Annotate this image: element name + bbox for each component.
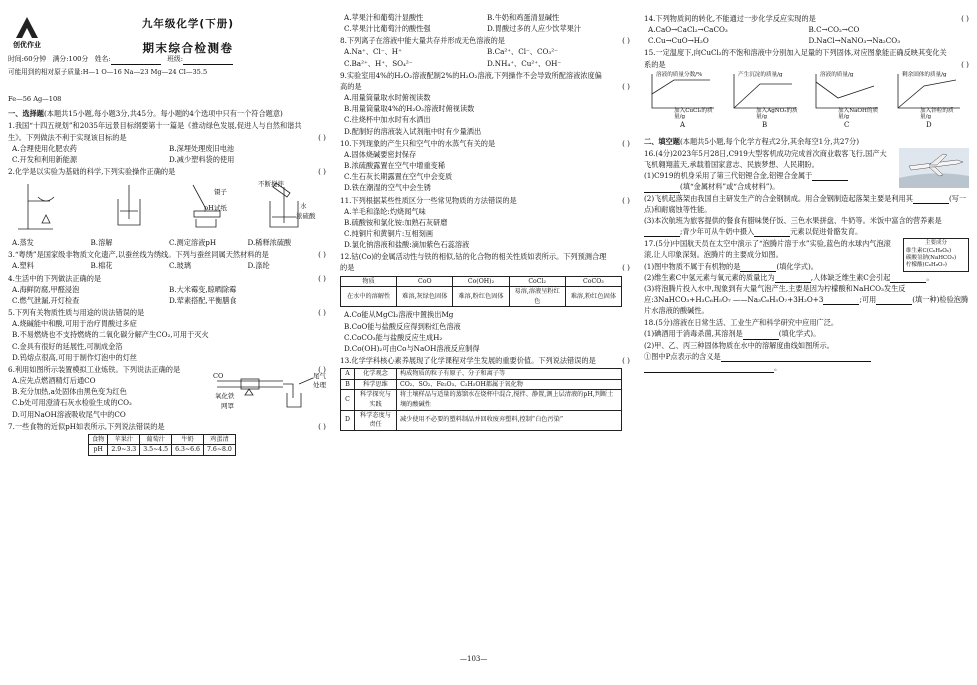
answer-blank[interactable] (743, 332, 779, 340)
table-cell: 物质 (341, 276, 397, 287)
option-b: B.CoO能与盐酸反应得到粉红色溶液 (344, 321, 461, 331)
question-13: 13.化学学科核心素养展现了化学课程对学生发展的重要价值。下列说法错误的是 ( ) A 化学观念 构成物质的粒子有原子、分子和离子等 B 科学思维 CO₂、SO₂、Fe₂O₃、C₂H₅OH都属于氧化物 C 科学探究与实践 将土壤样品与适量的蒸馏水在烧杯中混合,搅拌、静置,测上层清液的pH,判断土壤的酸碱性 D 科学态度与责任 减少使用不必要的塑料制品并回收废弃塑料,控制“白色污染” (340, 355, 630, 431)
option-b: B.大米霉变,晾晒除霉 (169, 284, 237, 294)
iron-oxide-label: 氧化铁 (215, 392, 235, 401)
option-a: A.羊毛和涤纶:灼烧闻气味 (344, 206, 426, 216)
option-d: D.稀释浓硫酸 (247, 238, 292, 248)
answer-blank[interactable] (890, 275, 926, 283)
meta-line (8, 54, 233, 65)
question-10: 10.下列现象的产生只和空气中的水蒸气有关的是 ( ) A.固体烧碱要密封保存 B.浓硫酸露置在空气中增重变稀 C.生石灰长期露置在空气中会变质 D.铁在潮湿的空气中会生锈 (340, 138, 630, 193)
table-cell: CO₂、SO₂、Fe₂O₃、C₂H₅OH都属于氧化物 (397, 379, 622, 390)
table-cell: 苹果汁 (108, 434, 140, 445)
table-cell: 科学探究与实践 (355, 390, 397, 410)
option-d: D.配制好的溶液装入试剂瓶中时有少量洒出 (344, 126, 482, 136)
table-cell: 难溶,粉红色固体 (565, 287, 621, 307)
full-score: 满分:100分 (52, 55, 89, 63)
option-d: D.氯化钠溶液和盐酸:滴加紫色石蕊溶液 (344, 240, 470, 250)
option-c: C.开发和利用新能源 (12, 154, 78, 164)
option-a: A.塑料 (12, 261, 34, 271)
table-row (89, 445, 236, 456)
answer-bracket[interactable]: ( ) (961, 14, 969, 23)
answer-bracket[interactable]: ( ) (318, 273, 326, 283)
question-15: 15.一定温度下,向CuCl₂的不饱和溶液中分别加入足量的下列固体,对应图象能正确反映其变化关系的是 ( ) 溶液的质量分数/% 加入CuCl₂的质量/g A 产生沉淀的质量/g 加入AgNO₃的质量/g B 溶液的质量/g 加入NaOH的质量/g C 剩余固体的质量/g 加入锌粒的质量/g D (644, 47, 969, 131)
ph-paper-label: pH试纸 (204, 204, 227, 213)
treatment-label: 处理 (313, 381, 326, 390)
table-cell: 减少使用不必要的塑料制品并回收废弃塑料,控制“白色污染” (397, 410, 622, 430)
option-a: A.CaO→CaCl₂→CaCO₃ (648, 25, 728, 35)
table-cell: pH (89, 445, 108, 456)
question-12: 12.钴(Co)的金属活动性与铁的相似,钴的化合物的相关性质如表所示。下列预测合理的是 ( ) 物质 CoO Co(OH)₂ CoCl₂ CoCO₃ 在水中的溶解性 难溶,灰绿色固体 难溶,粉红色固体 易溶,溶液呈粉红色 难溶,粉红色固体 A.Co能从MgCl₂溶液中置换出Mg B.CoO能与盐酸反应得到粉红色溶液 C.CoCO₃能与盐酸反应生成H₂ D.Co(OH)₂可由Co与NaOH溶液反应制得 (340, 252, 630, 353)
option-d: D.Co(OH)₂可由Co与NaOH溶液反应制得 (344, 343, 480, 353)
tweezer-label: 镊子 (214, 188, 227, 197)
table-cell: 科学思维 (355, 379, 397, 390)
table-cell: 科学态度与责任 (355, 410, 397, 430)
name-field[interactable] (111, 57, 161, 65)
question-1: 1.我国“十四五规划”和2035年远景目标纲要第十一篇是《推动绿色发展,促进人与自然和谐共生》。下列做法不利于实现该目标的是 ( ) A.合理使用化肥农药 B.深埋处理废旧电池 C.开发和利用新能源 D.减少塑料袋的使用 (8, 121, 326, 164)
table-cell: 牛奶 (172, 434, 204, 445)
answer-bracket[interactable]: ( ) (622, 138, 630, 148)
mountain-logo-icon (14, 14, 40, 40)
atomic-masses: 可能用到的相对原子质量:H—1 O—16 Na—23 Mg—24 Cl—35.5 (8, 68, 208, 76)
question-3: 3.“粤绣”是国家级非物质文化遗产,以蚕丝线为绣线。下列与蚕丝同属天然材料的是 ( ) A.塑料 B.棉花 C.玻璃 D.涤纶 (8, 250, 326, 271)
option-d: D.减少塑料袋的使用 (169, 154, 235, 164)
option-d: D.NH₄⁺、Cu²⁺、OH⁻ (487, 58, 562, 68)
atomic-masses-2: Fe—56 Ag—108 (8, 95, 62, 103)
option-b: B.溶解 (90, 238, 113, 248)
option-b: B.用量筒量取4%的H₂O₂溶液时俯视读数 (344, 104, 475, 114)
option-a: A.合理使用化肥农药 (12, 143, 77, 153)
answer-blank[interactable] (812, 173, 848, 181)
answer-bracket[interactable]: ( ) (318, 364, 326, 374)
table-cell: CoCl₂ (509, 276, 565, 287)
option-c: C.燃气泄漏,开灯检查 (12, 295, 80, 305)
option-a: A.蒸发 (12, 238, 34, 248)
option-c: C.测定溶液pH (169, 238, 217, 248)
cobalt-table (340, 276, 622, 308)
q15-graphs (644, 72, 969, 132)
option-d: D.可用NaOH溶液吸收尾气中的CO (12, 409, 126, 419)
tail-gas-label: 尾气 (313, 372, 326, 381)
table-header-row (89, 434, 236, 445)
answer-blank[interactable] (740, 264, 776, 272)
graph-c: 溶液的质量/g 加入NaOH的质量/g C (808, 72, 882, 130)
option-a: A.Na⁺、Cl⁻、H⁺ (344, 47, 402, 57)
exam-title: 期末综合检测卷 (142, 41, 234, 56)
acid-label: 浓硫酸 (296, 212, 316, 221)
co-label: CO (213, 372, 224, 381)
answer-bracket[interactable]: ( ) (622, 36, 630, 46)
option-d: D.荤素搭配,平衡膳食 (169, 295, 237, 305)
column-1 (8, 12, 326, 456)
core-literacy-table (340, 368, 622, 431)
option-b: B.充分加热,a处固体由黑色变为红色 (12, 387, 127, 397)
answer-blank[interactable] (721, 354, 871, 362)
answer-bracket[interactable]: ( ) (622, 195, 630, 205)
option-d: D.钨熔点很高,可用于制作灯泡中的灯丝 (12, 352, 138, 362)
graph-d: 剩余固体的质量/g 加入锌粒的质量/g D (890, 72, 964, 130)
option-d: D.NaCl→NaNO₃→Na₂CO₃ (808, 36, 901, 46)
answer-blank[interactable] (775, 275, 811, 283)
section-1-heading: 一、选择题(本题共15小题,每小题3分,共45分。每小题的4个选项中只有一个符合题意) (8, 109, 283, 119)
option-c: C.Cu→CuO→H₂O (648, 36, 709, 46)
option-c: C.玻璃 (169, 261, 191, 271)
option-d: D.铁在潮湿的空气中会生锈 (344, 183, 431, 193)
question-18: 18.(5分)溶液在日常生活、工业生产和科学研究中应用广泛。 (1)碘酒用于消毒杀菌,其溶剂是 (填化学式)。 (2)甲、乙、丙三种固体物质在水中的溶解度曲线如图所示。 ①图中P点表示的含义是 。 (644, 317, 969, 373)
answer-bracket[interactable]: ( ) (622, 81, 630, 91)
water-label: 水 (300, 202, 307, 211)
option-c: C.Ba²⁺、H⁺、SO₄²⁻ (344, 58, 413, 68)
table-cell: 食物 (89, 434, 108, 445)
table-cell: 2.9~3.3 (108, 445, 140, 456)
answer-bracket[interactable]: ( ) (622, 263, 630, 273)
question-14: 14.下列物质间的转化,不能通过一步化学反应实现的是 ( ) A.CaO→CaCl₂→CaCO₃ B.C→CO₂→CO C.Cu→CuO→H₂O D.NaCl→NaNO₃→Na₂CO₃ (644, 14, 969, 46)
exam-header (8, 12, 326, 80)
option-b: B.Ca²⁺、Cl⁻、CO₃²⁻ (487, 47, 558, 57)
table-cell: 在水中的溶解性 (341, 287, 397, 307)
option-a: A.烧碱能中和酸,可用于治疗胃酸过多症 (12, 319, 137, 329)
table-cell: 易溶,溶液呈粉红色 (509, 287, 565, 307)
option-c: C.金具有很好的延展性,可制成金箔 (12, 341, 123, 351)
question-4: 4.生活中的下列做法正确的是 ( ) A.海鲜防腐,甲醛浸泡 B.大米霉变,晾晒除霉 C.燃气泄漏,开灯检查 D.荤素搭配,平衡膳食 (8, 273, 326, 305)
option-b: B.深埋处理废旧电池 (169, 143, 235, 153)
table-cell: 构成物质的粒子有原子、分子和离子等 (397, 369, 622, 380)
question-17: 17.(5分)中国航天员在太空中演示了“泡腾片溶于水”实验,蓝色的水球内气泡滚滚,让人印象深刻。泡腾片的主要成分如图。 主要成分 维生素C(C₆H₈O₆) 碳酸氢钠(NaHCO₃) 柠檬酸(C₆H₈O₇) (1)图中物质不属于有机物的是 (填化学式)。 (2)维生素C中氢元素与氧元素的质量比为 ,人体缺乏维生素C会引起 。 (3)将泡腾片投入水中,现象到有大量气泡产生,主要是因为柠檬酸和NaHCO₃发生反应:3NaHCO₃+H₃C₆H₅O₇ ——Na₃C₆H₅O₇+3H₂O+3 ;可用 (填一种)检验泡腾片水溶液的酸碱性。 (644, 239, 969, 316)
answer-bracket[interactable]: ( ) (318, 132, 326, 142)
table-row (341, 379, 622, 390)
question-6: 6.利用如图所示装置模拟工业炼铁。下列说法正确的是 ( ) A.应先点燃酒精灯后通CO B.充分加热,a处固体由黑色变为红色 C.b处可用澄清石灰水检验生成的CO₂ D.可用NaOH溶液吸收尾气中的CO CO 氧化铁 网罩 尾气 处理 (8, 364, 326, 419)
answer-blank[interactable] (913, 196, 949, 204)
answer-blank[interactable] (644, 185, 680, 193)
table-row (341, 390, 622, 410)
name-label: 姓名: (94, 55, 111, 63)
table-cell: 7.6~8.0 (204, 445, 236, 456)
answer-blank[interactable] (754, 229, 790, 237)
table-header-row (341, 276, 622, 287)
brand-logo (8, 14, 46, 51)
table-cell: B (341, 379, 355, 390)
table-cell: 难溶,粉红色固体 (453, 287, 509, 307)
airplane-photo (899, 148, 969, 188)
ingredients-box: 主要成分 维生素C(C₆H₈O₆) 碳酸氢钠(NaHCO₃) 柠檬酸(C₆H₈O₇) (903, 238, 969, 272)
option-c: C.生石灰长期露置在空气中会变质 (344, 172, 453, 182)
table-cell: CoO (397, 276, 453, 287)
column-3 (644, 12, 969, 373)
option-b: B.C→CO₂→CO (808, 25, 860, 35)
option-d: D.胃酸过多的人应少饮苹果汁 (487, 24, 582, 34)
ironmaking-apparatus (213, 371, 326, 413)
brand-name: 创优作业 (13, 41, 41, 49)
table-row (341, 369, 622, 380)
stir-label: 不断搅拌 (258, 180, 284, 189)
answer-bracket[interactable]: ( ) (318, 308, 326, 318)
question-7-options (340, 12, 630, 34)
answer-bracket[interactable]: ( ) (622, 356, 630, 366)
option-a: A.应先点燃酒精灯后通CO (12, 376, 96, 386)
table-cell: 鸡蛋清 (204, 434, 236, 445)
table-cell: Co(OH)₂ (453, 276, 509, 287)
option-b: B.浓硫酸露置在空气中增重变稀 (344, 161, 446, 171)
answer-blank[interactable] (644, 229, 680, 237)
table-cell: D (341, 410, 355, 430)
question-11: 11.下列根据某些性质区分一些常见物质的方法错误的是 ( ) A.羊毛和涤纶:灼烧闻气味 B.硫酸铵和氯化铵:加熟石灰研磨 C.纯铜片和黄铜片:互相刻画 D.氯化钠溶液和盐酸:滴加紫色石蕊溶液 (340, 195, 630, 250)
option-b: B.牛奶和鸡蛋清显碱性 (487, 13, 560, 22)
graph-a: 溶液的质量分数/% 加入CuCl₂的质量/g A (644, 72, 718, 130)
answer-bracket[interactable]: ( ) (318, 421, 326, 431)
table-cell: 6.3~6.6 (172, 445, 204, 456)
table-cell: A (341, 369, 355, 380)
option-c: C.b处可用澄清石灰水检验生成的CO₂ (12, 398, 132, 408)
table-cell: 3.5~4.5 (140, 445, 172, 456)
option-a: A.Co能从MgCl₂溶液中置换出Mg (344, 310, 454, 320)
answer-blank[interactable] (876, 297, 912, 305)
table-row (341, 410, 622, 430)
answer-bracket[interactable]: ( ) (318, 167, 326, 176)
grade-title: 九年级化学(下册) (141, 18, 235, 30)
option-a: A.海鲜防腐,甲醛浸泡 (12, 284, 80, 294)
table-cell: C (341, 390, 355, 410)
table-cell: 葡萄汁 (140, 434, 172, 445)
option-a: A.苹果汁和葡萄汁显酸性 (344, 13, 424, 22)
answer-blank[interactable] (823, 297, 859, 305)
answer-bracket[interactable]: ( ) (318, 250, 326, 260)
option-a: A.固体烧碱要密封保存 (344, 149, 417, 159)
question-9: 9.实验室用4%的H₂O₂溶液配制2%的H₂O₂溶液,下列操作不会导致所配溶液浓度偏高的是 ( ) A.用量筒量取水时俯视读数 B.用量筒量取4%的H₂O₂溶液时俯视读数 C.往烧杯中加水时有水洒出 D.配制好的溶液装入试剂瓶中时有少量洒出 (340, 70, 630, 136)
option-c: C.苹果汁比葡萄汁的酸性强 (344, 24, 431, 34)
option-d: D.涤纶 (247, 261, 270, 271)
class-label: 班级: (167, 55, 184, 63)
airplane-icon (899, 148, 969, 188)
table-cell: CoCO₃ (565, 276, 621, 287)
section-2-heading: 二、填空题(本题共5小题,每个化学方程式2分,其余每空1分,共27分) (644, 136, 860, 146)
graph-b: 产生沉淀的质量/g 加入AgNO₃的质量/g B (726, 72, 800, 130)
table-cell: 将土壤样品与适量的蒸馏水在烧杯中混合,搅拌、静置,测上层清液的pH,判断土壤的酸碱性 (397, 390, 622, 410)
option-a: A.用量筒量取水时俯视读数 (344, 93, 431, 103)
table-cell: 化学观念 (355, 369, 397, 380)
option-b: B.硫酸铵和氯化铵:加熟石灰研磨 (344, 217, 448, 227)
option-c: C.往烧杯中加水时有水洒出 (344, 115, 431, 125)
option-b: B.棉花 (90, 261, 113, 271)
mesh-label: 网罩 (221, 402, 234, 411)
time-limit: 时间:60分钟 (8, 55, 47, 63)
question-2: 2.化学是以实验为基础的科学,下列实验操作正确的是 ( ) 镊子 pH试纸 不断搅拌 水 浓硫酸 A.蒸发 B.溶解 C.测定溶液pH D.稀释浓硫酸 (8, 167, 326, 248)
question-16: 16.(4分)2023年5月28日,C919大型客机成功完成首次商业载客飞行,国产大飞机翱翔蓝天,承载着国家意志、民族梦想、人民期盼。 (1)C919的机身采用了第三代铝锂合金,铝锂合金属于 (填“金属材料”或“合成材料”)。 (2)飞机起落架由我国自主研发生产的合金钢制成。用合金钢制造起落架主要是利用其 (写一点)和耐腐蚀等性能。 (3)本次航班为旅客提供的餐食有腊味煲仔饭、三色水果拼盘、牛奶等。米饭中富含的营养素是;青少年可从牛奶中摄入 元素以促进骨骼发育。 (644, 148, 969, 237)
question-5: 5.下列有关物质性质与用途的说法错误的是 ( ) A.烧碱能中和酸,可用于治疗胃酸过多症 B.不易燃烧也不支持燃烧的二氧化碳分解产生CO₂,可用于灭火 C.金具有很好的延展性,可制成金箔 D.钨熔点很高,可用于制作灯泡中的灯丝 (8, 308, 326, 362)
question-7: 7.一些食物的近似pH如表所示,下列说法错误的是 ( ) 食物 苹果汁 葡萄汁 牛奶 鸡蛋清 pH 2.9~3.3 3.5~4.5 6.3~6.6 7.6~8.0 (8, 421, 326, 456)
table-cell: 难溶,灰绿色固体 (397, 287, 453, 307)
option-b: B.不易燃烧也不支持燃烧的二氧化碳分解产生CO₂,可用于灭火 (12, 330, 209, 340)
question-8: 8.下列离子在溶液中能大量共存并形成无色溶液的是 ( ) A.Na⁺、Cl⁻、H⁺ B.Ca²⁺、Cl⁻、CO₃²⁻ C.Ba²⁺、H⁺、SO₄²⁻ D.NH₄⁺、Cu²⁺、OH⁻ (340, 36, 630, 68)
lab-operations-figure (8, 179, 326, 235)
option-c: C.CoCO₃能与盐酸反应生成H₂ (344, 332, 443, 342)
page-number: —103— (460, 655, 488, 663)
option-c: C.纯铜片和黄铜片:互相刻画 (344, 228, 434, 238)
answer-blank[interactable] (644, 365, 774, 373)
food-ph-table (88, 434, 236, 456)
table-row (341, 287, 622, 307)
answer-bracket[interactable]: ( ) (961, 59, 969, 69)
class-field[interactable] (183, 57, 233, 65)
column-2 (340, 12, 630, 431)
